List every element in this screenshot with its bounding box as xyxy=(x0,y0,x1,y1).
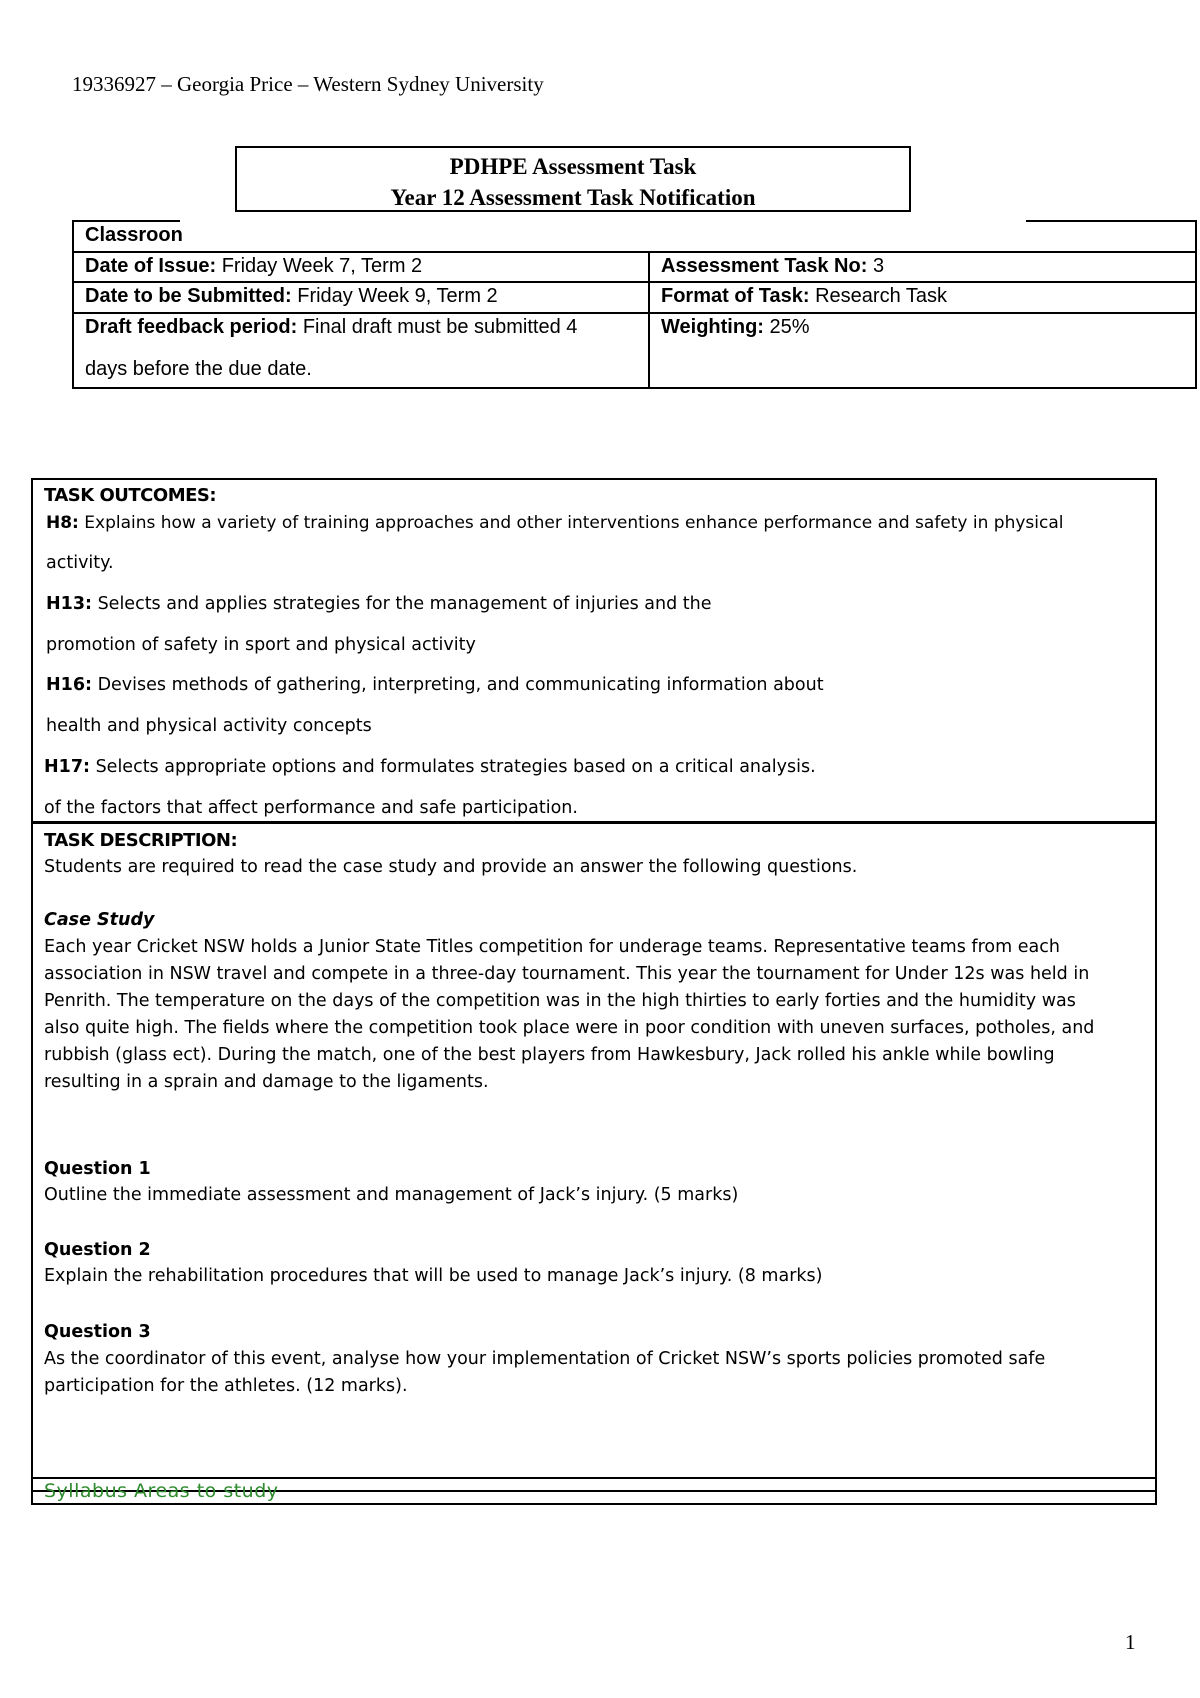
question-3-text-cont: participation for the athletes. (12 marks). xyxy=(44,1376,408,1396)
question-3-text: As the coordinator of this event, analyse how your implementation of Cricket NSW’s sports policies promoted safe xyxy=(44,1349,1046,1369)
question-2-text: Explain the rehabilitation procedures that will be used to manage Jack’s injury. (8 marks) xyxy=(44,1266,823,1286)
case-study-line: also quite high. The fields where the competition took place were in poor condition with uneven surfaces, potholes, and xyxy=(44,1018,1095,1038)
title-line-1: PDHPE Assessment Task xyxy=(449,154,697,179)
date-of-issue: Date of Issue: Friday Week 7, Term 2 xyxy=(85,255,423,277)
syllabus-areas-label: Syllabus Areas to study xyxy=(44,1480,279,1502)
assessment-task-no: Assessment Task No: 3 xyxy=(661,255,885,277)
case-study-line: association in NSW travel and compete in a three-day tournament. This year the tournament for Under 12s was held in xyxy=(44,964,1090,984)
task-description-intro: Students are required to read the case study and provide an answer the following questions. xyxy=(44,857,858,877)
task-description-heading: TASK DESCRIPTION: xyxy=(44,830,238,851)
outcome-h16: H16: Devises methods of gathering, interpreting, and communicating information about xyxy=(46,675,824,695)
syllabus-row xyxy=(31,1477,1157,1505)
draft-feedback-period: Draft feedback period: Final draft must be submitted 4 xyxy=(85,316,578,338)
outcome-h13: H13: Selects and applies strategies for the management of injuries and the xyxy=(46,594,712,614)
case-study-line: resulting in a sprain and damage to the ligaments. xyxy=(44,1072,489,1092)
outcome-h17: H17: Selects appropriate options and formulates strategies based on a critical analysis. xyxy=(44,757,816,777)
question-2-title: Question 2 xyxy=(44,1240,151,1260)
case-study-line: rubbish (glass ect). During the match, one of the best players from Hawkesbury, Jack rolled his ankle while bowling xyxy=(44,1045,1055,1065)
classroom-label: Classroon xyxy=(85,224,183,246)
task-outcomes-heading: TASK OUTCOMES: xyxy=(44,485,217,506)
draft-feedback-period-cont: days before the due date. xyxy=(85,358,312,380)
case-study-line: Penrith. The temperature on the days of the competition was in the high thirties to early forties and the humidity was xyxy=(44,991,1076,1011)
outcome-h16-cont: health and physical activity concepts xyxy=(46,716,372,736)
question-1-title: Question 1 xyxy=(44,1159,151,1179)
weighting: Weighting: 25% xyxy=(661,316,810,338)
case-study-line: Each year Cricket NSW holds a Junior State Titles competition for underage teams. Representative teams from each xyxy=(44,937,1060,957)
task-outcomes-box xyxy=(31,478,1157,823)
format-of-task: Format of Task: Research Task xyxy=(661,285,948,307)
page-number: 1 xyxy=(1125,1630,1136,1654)
outcome-h8: H8: Explains how a variety of training approaches and other interventions enhance performance and safety in physical xyxy=(46,513,1064,533)
outcome-h13-cont: promotion of safety in sport and physical activity xyxy=(46,635,476,655)
task-description-box xyxy=(31,822,1157,1492)
title-box xyxy=(235,146,911,212)
outcome-h8-cont: activity. xyxy=(46,553,114,573)
title-line-2: Year 12 Assessment Task Notification xyxy=(390,185,756,210)
outcome-h17-cont: of the factors that affect performance and safe participation. xyxy=(44,798,578,818)
question-1-text: Outline the immediate assessment and management of Jack’s injury. (5 marks) xyxy=(44,1185,739,1205)
document-header: 19336927 – Georgia Price – Western Sydney University xyxy=(72,72,544,96)
question-3-title: Question 3 xyxy=(44,1322,151,1342)
info-table xyxy=(72,220,1197,389)
date-to-be-submitted: Date to be Submitted: Friday Week 9, Term 2 xyxy=(85,285,498,307)
case-study-title: Case Study xyxy=(44,910,155,930)
